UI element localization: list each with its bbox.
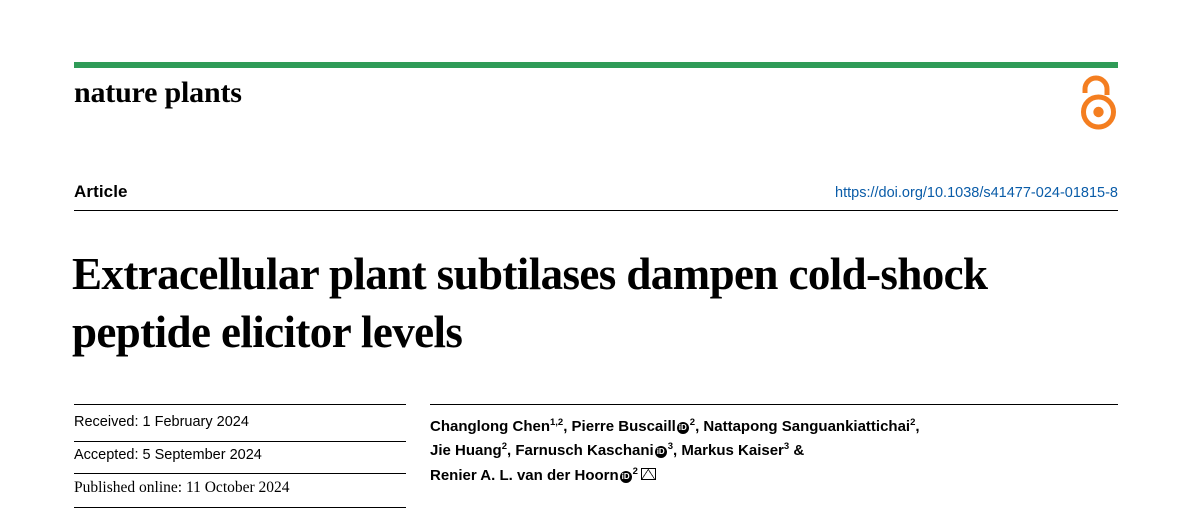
author-renier-van-der-hoorn[interactable]: Renier A. L. van der Hoorn <box>430 466 619 484</box>
author-separator: , Markus Kaiser <box>673 442 784 460</box>
affiliation-marker: 2 <box>632 465 638 477</box>
history-published: Published online: 11 October 2024 <box>74 474 406 508</box>
doi-link[interactable]: https://doi.org/10.1038/s41477-024-01815-8 <box>835 185 1118 201</box>
author-line-2 <box>430 439 1118 463</box>
journal-masthead[interactable]: nature plants <box>74 76 242 109</box>
affiliation-marker: 2 <box>910 417 916 428</box>
envelope-icon[interactable] <box>641 468 656 480</box>
author-jie-huang[interactable]: Jie Huang <box>430 442 502 460</box>
affiliation-marker: 2 <box>501 441 507 453</box>
author-line-3 <box>430 464 1118 488</box>
author-separator: & <box>789 442 805 460</box>
journal-accent-rule <box>74 62 1118 68</box>
history-accepted: Accepted: 5 September 2024 <box>74 442 406 475</box>
open-access-lock-icon[interactable] <box>1076 74 1122 130</box>
author-separator: , Nattapong Sanguankiattichai <box>695 418 911 435</box>
affiliation-marker: 3 <box>667 441 673 453</box>
page-title: Extracellular plant subtilases dampen cold-shock peptide elicitor levels <box>72 249 988 357</box>
author-list <box>430 404 1118 488</box>
author-changlong-chen[interactable]: Changlong Chen <box>430 418 550 435</box>
article-type-row <box>74 182 1118 211</box>
affiliation-marker: 1,2 <box>550 417 564 428</box>
author-separator: , Farnusch Kaschani <box>506 442 654 460</box>
orcid-icon[interactable]: iD <box>656 447 665 457</box>
article-type-label: Article <box>74 182 128 201</box>
affiliation-marker: 2 <box>689 417 696 428</box>
author-separator: , Pierre Buscaill <box>563 418 676 435</box>
author-separator: , <box>915 418 920 435</box>
affiliation-marker: 3 <box>783 441 790 453</box>
author-line-1 <box>430 415 1118 439</box>
publication-history <box>74 404 406 508</box>
history-received: Received: 1 February 2024 <box>74 404 406 442</box>
orcid-icon[interactable]: iD <box>621 471 630 481</box>
orcid-icon[interactable]: iD <box>678 423 687 432</box>
